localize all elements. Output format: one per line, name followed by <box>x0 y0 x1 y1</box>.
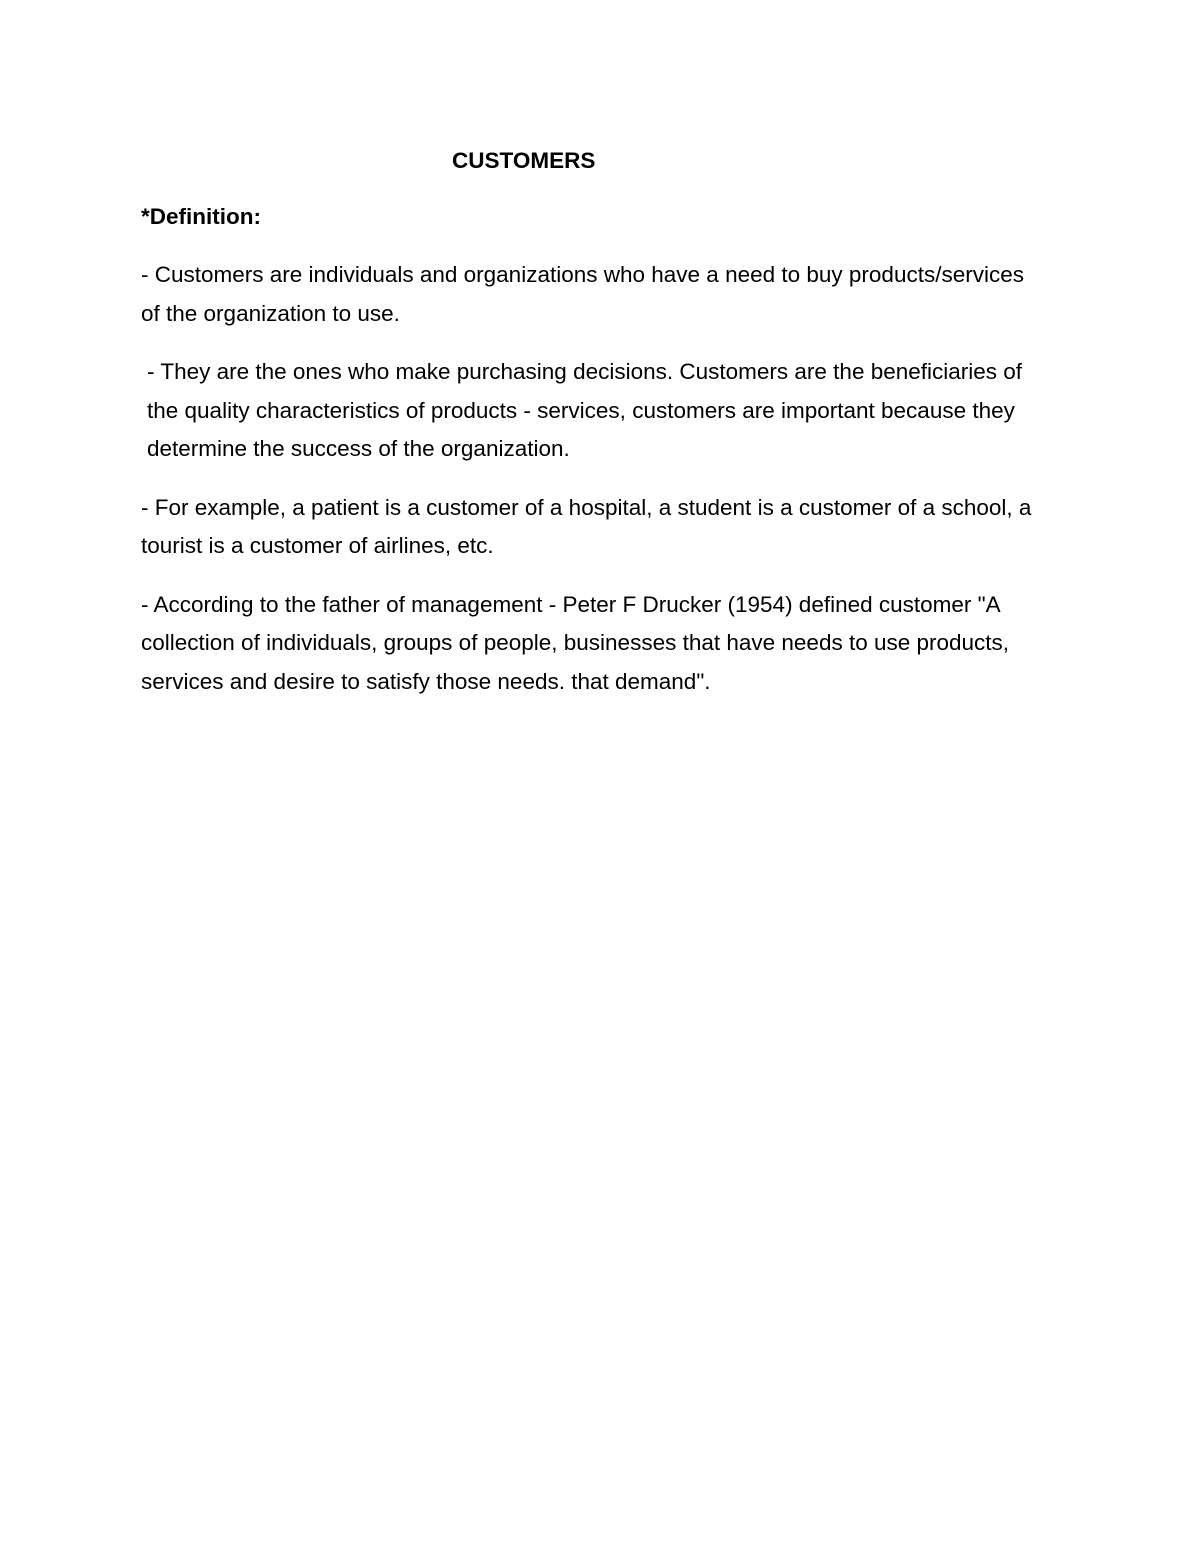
paragraph-purchasing-decisions: - They are the ones who make purchasing decisions. Customers are the beneficiaries of the quality characteristics of products - services, customers are important because they determine the success of the organization. <box>147 359 1023 461</box>
paragraph-customers-definition: - Customers are individuals and organizations who have a need to buy products/services of the organization to use. <box>141 262 1024 326</box>
paragraph-drucker-quote: - According to the father of management - Peter F Drucker (1954) defined customer "A collection of individuals, groups of people, businesses that have needs to use products, services and desire to satisfy those needs. that demand". <box>141 591 1010 694</box>
document-title: CUSTOMERS <box>452 148 596 173</box>
paragraph-examples: - For example, a patient is a customer of a hospital, a student is a customer of a school, a tourist is a customer of airlines, etc. <box>141 494 1032 558</box>
document-body <box>141 142 1041 721</box>
definition-heading: *Definition: <box>141 204 261 229</box>
